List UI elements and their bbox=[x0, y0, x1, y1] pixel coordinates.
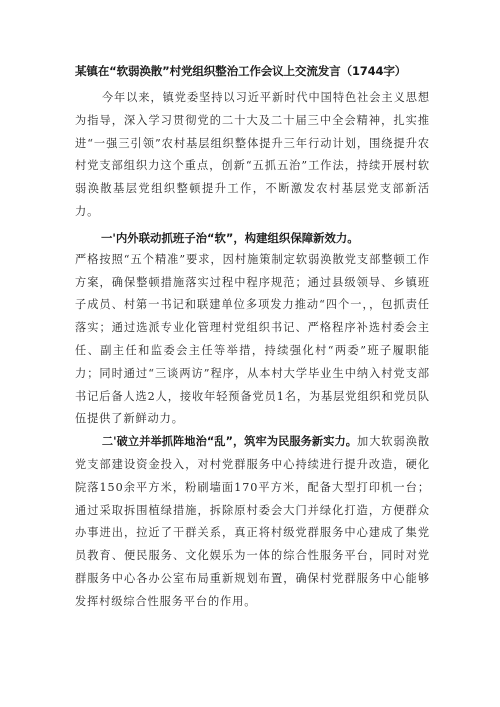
intro-paragraph: 今年以来，镇党委坚持以习近平新时代中国特色社会主义思想为指导，深入学习贯彻党的二十大及二十届三中全会精神，扎实推进“一强三引领”农村基层组织整体提升三年行动计划，围绕提升农村党支部组织力这个重点，创新“五抓五治”工作法，持续开展村软弱涣散基层党组织整顿提升工作，不断激发农村基层党支部新活力。 bbox=[75, 91, 430, 218]
section1-heading: 一'内外联动抓班子治“软”，构建组织保障新效力。 bbox=[101, 230, 359, 245]
section1-paragraph: 严格按照“五个精准”要求，因村施策制定软弱涣散党支部整顿工作方案，确保整顿措施落实过程中程序规范；通过县级领导、乡镇班子成员、村第一书记和联建单位多项发力推动“四个一，，包抓责任落实；通过选派专业化管理村党组织书记、严格程序补选村委会主任、副主任和监委会主任等举措，持续强化村“两委”班子履职能力；同时通过“三谈两访”程序，从本村大学毕业生中纳入村党支部书记后备人选2人，接收年轻预备党员1名，为基层党组织和党员队伍提供了新鲜动力。 bbox=[75, 252, 430, 426]
section2-heading: 二'破立并举抓阵地治“乱”，筑牢为民服务新实力。 bbox=[101, 435, 358, 449]
section2-body: 加大软弱涣散党支部建设资金投入，对村党群服务中心持续进行提升改造，硬化院落150余平方米，粉刷墙面170平方米，配备大型打印机一台；通过采取拆围植绿措施，拆除原村委会大门并绿化打造，方便群众办事进出，拉近了干群关系，真正将村级党群服务中心建成了集党员教育、便民服务、文化娱乐为一体的综合性服务平台，同时对党群服务中心各办公室布局重新规划布置，确保村党群服务中心能够发挥村级综合性服务平台的作用。 bbox=[75, 435, 430, 608]
document-title: 某镇在“软弱涣散”村党组织整治工作会议上交流发言（1744字） bbox=[75, 64, 407, 78]
section2-paragraph bbox=[75, 431, 430, 613]
document-page bbox=[75, 62, 430, 614]
